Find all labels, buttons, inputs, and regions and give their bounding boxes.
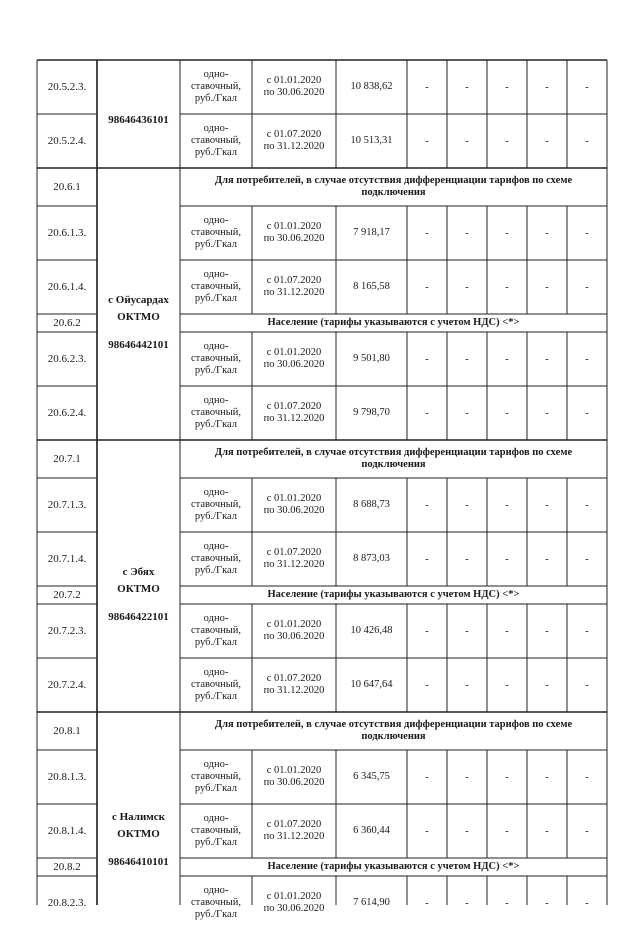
empty-cell	[567, 804, 607, 858]
oktmo-code: 98646436101	[108, 113, 169, 126]
tariff-type	[180, 114, 252, 168]
empty-cell	[407, 658, 447, 712]
tariff-period	[252, 60, 336, 114]
row-code-text: 20.6.2.3.	[47, 352, 87, 365]
empty-cell	[567, 114, 607, 168]
empty-cell-text: -	[545, 352, 549, 365]
empty-cell-text: -	[585, 352, 589, 365]
tariff-type	[180, 206, 252, 260]
tariff-value	[336, 876, 407, 930]
empty-cell-text: -	[505, 406, 509, 419]
tariff-period-text: с 01.07.2020 по 31.12.2020	[263, 400, 325, 424]
tariff-type-text: одно- ставочный, руб./Гкал	[190, 486, 242, 523]
empty-cell-text: -	[545, 896, 549, 909]
row-code-text: 20.8.1.4.	[47, 824, 87, 837]
oktmo-code: 98646442101	[108, 339, 169, 352]
row-code	[37, 386, 97, 440]
empty-cell	[487, 604, 527, 658]
empty-cell-text: -	[545, 624, 549, 637]
empty-cell-text: -	[545, 498, 549, 511]
row-code	[37, 876, 97, 930]
tariff-value	[336, 260, 407, 314]
tariff-type-text: одно- ставочный, руб./Гкал	[190, 340, 242, 377]
tariff-period-text: с 01.01.2020 по 30.06.2020	[263, 764, 325, 788]
empty-cell	[567, 604, 607, 658]
tariff-value-text: 10 647,64	[350, 679, 393, 691]
empty-cell	[487, 750, 527, 804]
empty-cell	[447, 658, 487, 712]
empty-cell	[487, 876, 527, 930]
empty-cell-text: -	[425, 552, 429, 565]
section-header-title	[180, 440, 607, 478]
row-code-text: 20.5.2.4.	[47, 134, 87, 147]
tariff-period	[252, 658, 336, 712]
tariff-type-text: одно- ставочный, руб./Гкал	[190, 214, 242, 251]
empty-cell-text: -	[545, 406, 549, 419]
tariff-type-text: одно- ставочный, руб./Гкал	[190, 68, 242, 105]
empty-cell	[527, 478, 567, 532]
tariff-value-text: 9 501,80	[353, 353, 390, 365]
section-header-title	[180, 712, 607, 750]
empty-cell-text: -	[465, 678, 469, 691]
tariff-type-text: одно- ставочный, руб./Гкал	[190, 666, 242, 703]
row-code-text: 20.7.1.4.	[47, 552, 87, 565]
empty-cell	[407, 750, 447, 804]
tariff-period	[252, 260, 336, 314]
settlement-label	[97, 478, 180, 712]
empty-cell-text: -	[585, 824, 589, 837]
tariff-value-text: 6 345,75	[353, 771, 390, 783]
tariff-value	[336, 114, 407, 168]
empty-cell-text: -	[585, 770, 589, 783]
row-code	[37, 478, 97, 532]
empty-cell-text: -	[465, 226, 469, 239]
empty-cell-text: -	[505, 226, 509, 239]
empty-cell-text: -	[585, 80, 589, 93]
tariff-period	[252, 386, 336, 440]
empty-cell	[567, 750, 607, 804]
row-code-text: 20.8.2.3.	[47, 896, 87, 909]
empty-cell-text: -	[585, 678, 589, 691]
tariff-type	[180, 876, 252, 930]
empty-cell	[567, 532, 607, 586]
empty-cell-text: -	[425, 280, 429, 293]
empty-cell	[407, 332, 447, 386]
empty-cell-text: -	[425, 624, 429, 637]
empty-cell-text: -	[585, 280, 589, 293]
empty-cell	[527, 60, 567, 114]
empty-cell	[487, 206, 527, 260]
tariff-value	[336, 604, 407, 658]
tariff-value-text: 10 426,48	[350, 625, 393, 637]
empty-cell	[407, 60, 447, 114]
empty-cell-text: -	[545, 134, 549, 147]
empty-cell-text: -	[465, 552, 469, 565]
empty-cell	[527, 260, 567, 314]
empty-cell-text: -	[585, 498, 589, 511]
empty-cell-text: -	[425, 498, 429, 511]
row-code-text: 20.8.1.3.	[47, 770, 87, 783]
settlement-name: с Эбях ОКТМО	[117, 566, 160, 595]
empty-cell	[527, 804, 567, 858]
tariff-type-text: одно- ставочный, руб./Гкал	[190, 812, 242, 849]
empty-cell-text: -	[505, 498, 509, 511]
row-code-text: 20.7.2.4.	[47, 678, 87, 691]
settlement-name: с Налимск ОКТМО	[111, 811, 165, 840]
empty-cell-text: -	[505, 552, 509, 565]
tariff-value-text: 10 513,31	[350, 135, 393, 147]
empty-cell	[487, 804, 527, 858]
settlement-label	[97, 206, 180, 440]
tariff-period	[252, 532, 336, 586]
empty-cell	[487, 478, 527, 532]
tariff-period-text: с 01.01.2020 по 30.06.2020	[263, 890, 325, 914]
tariff-value	[336, 750, 407, 804]
empty-cell	[447, 804, 487, 858]
empty-cell	[527, 604, 567, 658]
settlement-name: с Ойусардах ОКТМО	[108, 294, 169, 323]
population-header-code	[37, 858, 97, 876]
tariff-type	[180, 332, 252, 386]
empty-cell	[447, 260, 487, 314]
section-header-title-text: Для потребителей, в случае отсутствия дифференциации тарифов по схеме подключения	[214, 174, 573, 198]
empty-cell	[447, 750, 487, 804]
empty-cell	[527, 658, 567, 712]
tariff-value	[336, 532, 407, 586]
tariff-value-text: 9 798,70	[353, 407, 390, 419]
section-header-code	[37, 712, 97, 750]
tariff-type	[180, 60, 252, 114]
empty-cell-text: -	[505, 134, 509, 147]
tariff-type-text: одно- ставочный, руб./Гкал	[190, 394, 242, 431]
empty-cell	[527, 114, 567, 168]
empty-cell	[447, 604, 487, 658]
empty-cell-text: -	[585, 226, 589, 239]
tariff-period-text: с 01.01.2020 по 30.06.2020	[263, 618, 325, 642]
population-header-title-text: Население (тарифы указываются с учетом НДС) <*>	[267, 588, 520, 600]
empty-cell	[407, 532, 447, 586]
tariff-type	[180, 658, 252, 712]
tariff-period-text: с 01.01.2020 по 30.06.2020	[263, 346, 325, 370]
section-header-title	[180, 168, 607, 206]
empty-cell	[447, 60, 487, 114]
empty-cell-text: -	[465, 498, 469, 511]
empty-cell	[567, 206, 607, 260]
section-header-title-text: Для потребителей, в случае отсутствия дифференциации тарифов по схеме подключения	[214, 718, 573, 742]
empty-cell-text: -	[545, 80, 549, 93]
tariff-period-text: с 01.07.2020 по 31.12.2020	[263, 274, 325, 298]
empty-cell	[487, 114, 527, 168]
empty-cell-text: -	[585, 552, 589, 565]
row-code	[37, 658, 97, 712]
tariff-period-text: с 01.07.2020 по 31.12.2020	[263, 128, 325, 152]
empty-cell	[407, 478, 447, 532]
tariff-value	[336, 206, 407, 260]
population-header-code	[37, 314, 97, 332]
row-code-text: 20.7.1.3.	[47, 498, 87, 511]
tariff-type	[180, 750, 252, 804]
empty-cell-text: -	[425, 678, 429, 691]
empty-cell-text: -	[465, 134, 469, 147]
tariff-period	[252, 604, 336, 658]
empty-cell	[407, 260, 447, 314]
row-code	[37, 804, 97, 858]
empty-cell	[527, 386, 567, 440]
empty-cell	[527, 332, 567, 386]
empty-cell-text: -	[425, 824, 429, 837]
empty-cell	[567, 478, 607, 532]
empty-cell	[487, 386, 527, 440]
population-header-code-text: 20.6.2	[53, 316, 81, 329]
oktmo-code: 98646422101	[108, 611, 169, 624]
section-header-code-text: 20.6.1	[53, 180, 81, 193]
tariff-type-text: одно- ставочный, руб./Гкал	[190, 268, 242, 305]
empty-cell	[407, 386, 447, 440]
empty-cell	[447, 332, 487, 386]
row-code	[37, 532, 97, 586]
row-code	[37, 260, 97, 314]
empty-cell	[567, 876, 607, 930]
tariff-type-text: одно- ставочный, руб./Гкал	[190, 122, 242, 159]
empty-cell-text: -	[425, 226, 429, 239]
population-header-code-text: 20.8.2	[53, 860, 81, 873]
empty-cell	[487, 260, 527, 314]
tariff-period	[252, 750, 336, 804]
empty-cell	[407, 804, 447, 858]
empty-cell-text: -	[465, 770, 469, 783]
tariff-type	[180, 478, 252, 532]
tariff-period-text: с 01.07.2020 по 31.12.2020	[263, 546, 325, 570]
population-header-title	[180, 858, 607, 876]
row-code-text: 20.6.2.4.	[47, 406, 87, 419]
tariff-period-text: с 01.01.2020 по 30.06.2020	[263, 492, 325, 516]
population-header-code-text: 20.7.2	[53, 588, 81, 601]
empty-cell	[567, 60, 607, 114]
empty-cell-text: -	[425, 80, 429, 93]
empty-cell-text: -	[465, 824, 469, 837]
empty-cell	[487, 532, 527, 586]
row-code	[37, 332, 97, 386]
empty-cell-text: -	[505, 624, 509, 637]
row-code	[37, 604, 97, 658]
section-header-code	[37, 168, 97, 206]
empty-cell	[447, 478, 487, 532]
empty-cell-text: -	[465, 352, 469, 365]
tariff-type-text: одно- ставочный, руб./Гкал	[190, 884, 242, 921]
tariff-value	[336, 60, 407, 114]
population-header-title	[180, 586, 607, 604]
empty-cell	[407, 876, 447, 930]
empty-cell	[407, 206, 447, 260]
tariff-period	[252, 804, 336, 858]
tariff-type	[180, 386, 252, 440]
row-code-text: 20.6.1.4.	[47, 280, 87, 293]
tariff-period-text: с 01.07.2020 по 31.12.2020	[263, 672, 325, 696]
tariff-period-text: с 01.07.2020 по 31.12.2020	[263, 818, 325, 842]
empty-cell-text: -	[425, 134, 429, 147]
empty-cell	[567, 332, 607, 386]
empty-cell-text: -	[585, 624, 589, 637]
row-code-text: 20.5.2.3.	[47, 80, 87, 93]
empty-cell-text: -	[545, 678, 549, 691]
tariff-period-text: с 01.01.2020 по 30.06.2020	[263, 74, 325, 98]
tariff-value	[336, 658, 407, 712]
oktmo-code: 98646410101	[108, 856, 169, 869]
empty-cell-text: -	[505, 80, 509, 93]
tariff-type-text: одно- ставочный, руб./Гкал	[190, 612, 242, 649]
tariff-period	[252, 114, 336, 168]
tariff-type	[180, 260, 252, 314]
empty-cell	[527, 532, 567, 586]
settlement-label	[97, 750, 180, 930]
tariff-type	[180, 604, 252, 658]
empty-cell-text: -	[585, 896, 589, 909]
empty-cell-text: -	[465, 624, 469, 637]
row-code	[37, 60, 97, 114]
empty-cell-text: -	[585, 406, 589, 419]
empty-cell	[407, 114, 447, 168]
row-code	[37, 750, 97, 804]
empty-cell	[447, 532, 487, 586]
empty-cell-text: -	[545, 280, 549, 293]
empty-cell-text: -	[505, 678, 509, 691]
empty-cell-text: -	[425, 770, 429, 783]
empty-cell-text: -	[425, 406, 429, 419]
tariff-value	[336, 332, 407, 386]
empty-cell	[447, 206, 487, 260]
tariff-period	[252, 876, 336, 930]
section-header-code-text: 20.8.1	[53, 724, 81, 737]
empty-cell-text: -	[465, 80, 469, 93]
tariff-value-text: 8 165,58	[353, 281, 390, 293]
tariff-value	[336, 478, 407, 532]
row-code	[37, 114, 97, 168]
row-code	[37, 206, 97, 260]
tariff-value-text: 7 614,90	[353, 897, 390, 909]
tariff-value-text: 8 688,73	[353, 499, 390, 511]
tariff-period	[252, 478, 336, 532]
section-header-code-text: 20.7.1	[53, 452, 81, 465]
empty-cell	[447, 386, 487, 440]
tariff-value-text: 6 360,44	[353, 825, 390, 837]
tariff-type	[180, 532, 252, 586]
empty-cell	[447, 114, 487, 168]
tariff-value-text: 8 873,03	[353, 553, 390, 565]
empty-cell-text: -	[505, 352, 509, 365]
empty-cell	[527, 750, 567, 804]
empty-cell	[407, 604, 447, 658]
tariff-period-text: с 01.01.2020 по 30.06.2020	[263, 220, 325, 244]
empty-cell-text: -	[425, 896, 429, 909]
tariff-type	[180, 804, 252, 858]
empty-cell-text: -	[545, 226, 549, 239]
empty-cell	[487, 60, 527, 114]
empty-cell-text: -	[505, 896, 509, 909]
tariff-period	[252, 332, 336, 386]
empty-cell-text: -	[545, 552, 549, 565]
empty-cell-text: -	[545, 824, 549, 837]
empty-cell-text: -	[465, 280, 469, 293]
empty-cell	[567, 260, 607, 314]
empty-cell-text: -	[425, 352, 429, 365]
empty-cell	[527, 206, 567, 260]
tariff-value-text: 7 918,17	[353, 227, 390, 239]
empty-cell	[567, 658, 607, 712]
row-code-text: 20.7.2.3.	[47, 624, 87, 637]
population-header-title-text: Население (тарифы указываются с учетом НДС) <*>	[267, 316, 520, 328]
empty-cell-text: -	[465, 406, 469, 419]
tariff-value	[336, 386, 407, 440]
empty-cell	[487, 658, 527, 712]
tariff-type-text: одно- ставочный, руб./Гкал	[190, 758, 242, 795]
empty-cell-text: -	[505, 824, 509, 837]
row-code-text: 20.6.1.3.	[47, 226, 87, 239]
section-header-title-text: Для потребителей, в случае отсутствия дифференциации тарифов по схеме подключения	[214, 446, 573, 470]
population-header-title	[180, 314, 607, 332]
population-header-title-text: Население (тарифы указываются с учетом НДС) <*>	[267, 860, 520, 872]
empty-cell	[567, 386, 607, 440]
tariff-period	[252, 206, 336, 260]
tariff-value-text: 10 838,62	[350, 81, 393, 93]
empty-cell-text: -	[505, 770, 509, 783]
tariff-type-text: одно- ставочный, руб./Гкал	[190, 540, 242, 577]
population-header-code	[37, 586, 97, 604]
empty-cell-text: -	[465, 896, 469, 909]
empty-cell	[527, 876, 567, 930]
tariff-value	[336, 804, 407, 858]
section-header-code	[37, 440, 97, 478]
empty-cell	[487, 332, 527, 386]
settlement-label	[97, 60, 180, 168]
empty-cell	[447, 876, 487, 930]
empty-cell-text: -	[545, 770, 549, 783]
empty-cell-text: -	[585, 134, 589, 147]
empty-cell-text: -	[505, 280, 509, 293]
